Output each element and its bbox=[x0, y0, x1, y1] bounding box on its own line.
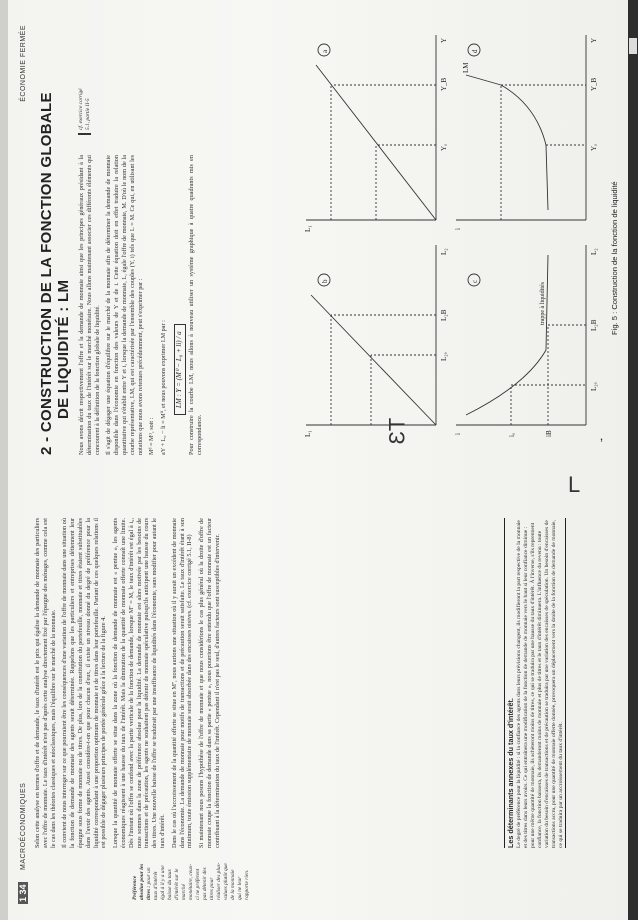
box-text: Le degré de préférence pour la liquidité : si la confiance des agents dans leurs prévisions changent, ils modifieront la part respective de la monnaie et des titres dans leurs avoirs. Ce qui entraînera une modification de la fonction de demande de monnaie vers le haut si leur confiance diminue : pour une même quantité de monnaie, ils achèteront moins de titres, ce qui se traduira par une hausse du taux d'intérêt. À l'inverse, s'ils reprennent confiance, la fonction baissera, ils demanderont moins de monnaie et plus de titres et le taux d'intérêt diminuera. L'influence du revenu : toute variation du besoin d'encaisses de transactions et de précaution se traduira par une variation des encaisses de spéculation. Un besoin d'encaisses de transactions accru, pour une quantité de monnaie offerte donnée, provoquera un déplacement vers la droite de la fonction de demande de monnaie, ce qui se traduira par un accroissement du taux d'intérêt. bbox=[516, 520, 564, 848]
lm-formula: LM : Y = (M⁰ − L₀ + li) / a bbox=[174, 324, 186, 415]
right-page bbox=[14, 15, 624, 455]
quadrant-tag: d bbox=[471, 49, 479, 53]
paragraph: Il convient de nous interroger sur ce que pourraient être les conséquences d'une variation de l'offre de monnaie dans une situation où la fonction de demande de monnaie des agents serait déterminée. Rappelons que les particuliers et entreprises détiennent leur épargne sous forme de monnaie ou de titres. De plus, lors de la constitution du portefeuille, monnaie et titres étaient substituables dans l'avoir des agents. Aussi considère-t-on que pour chacun d'eux, il existe un niveau donné du degré de préférence pour la liquidité correspondant à une proportion optimum de monnaie et de titres dans leur portefeuille. Partant de ces quelques relations il est possible de dégager plusieurs principes de portée générale grâce à la lecture de la figure 4. bbox=[61, 518, 108, 848]
right-body-text bbox=[78, 155, 207, 455]
margin-note bbox=[132, 862, 251, 900]
axis-label: L₁ bbox=[304, 430, 312, 437]
section-title bbox=[38, 15, 72, 455]
tick-label: Y_B bbox=[590, 77, 598, 91]
tick-label: L₂B bbox=[590, 319, 598, 331]
quadrant-d bbox=[456, 35, 586, 220]
exercise-reference: cf. exercice corrigé 5.1, partie II-5 bbox=[78, 82, 91, 135]
quadrant-tag: a bbox=[321, 49, 329, 53]
axis-label: i bbox=[454, 228, 462, 230]
liquidity-trap-label: trappe à liquidités bbox=[540, 282, 546, 325]
tick-label: Yₐ bbox=[440, 144, 448, 151]
axis-label: Y bbox=[440, 37, 448, 43]
handwritten-mark: L bbox=[568, 472, 581, 497]
quadrant-tag: c bbox=[471, 279, 479, 283]
scan-left-edge bbox=[0, 0, 8, 920]
axis-label: L₂ bbox=[440, 248, 448, 255]
quadrant-tag: b bbox=[321, 279, 329, 283]
paragraph: Selon cette analyse en termes d'offre et de demande, le taux d'intérêt est le prix qui égalise la demande de monnaie des particuliers avec l'offre de monnaie. Le taux d'intérêt n'est pas d'après cette analyse directement fixé par l'épargne des ménages, comme cela est le cas dans les théories classiques et néoclassiques, mais l'équilibre sur le marché de la monnaie. bbox=[34, 518, 57, 848]
scan-right-edge bbox=[628, 0, 638, 920]
paragraph: Dans le cas où l'accroissement de la quantité offerte se situe en M'', nous aurions une situation où il y aurait un excédent de monnaie dans l'économie. La demande de monnaie pour motifs de transactions et de précaution serait satisfaite. Le taux d'intérêt étant à son minimum, toute émission supplémentaire de monnaie serait absorbée dans des encaisses oisives. (cf. exercice corrigé 5.1, II-8) bbox=[170, 518, 194, 848]
section-title-line2: DE LIQUIDITÉ : LM bbox=[55, 279, 72, 419]
left-page bbox=[14, 480, 624, 910]
margin-note-text: pour un taux d'intérêt égal à il y a une baisse du taux d'intérêt sur le marché monétaire, ceux-ci ne préfèrent pas détenir des titres pour réaliser des plus-values plutôt que de la monnaie qui ne leur rapporte rien. bbox=[146, 862, 250, 900]
axis-label: L₂ bbox=[590, 248, 598, 255]
quadrant-b bbox=[306, 245, 436, 425]
page-tab bbox=[629, 38, 637, 54]
tick-label: Yₐ bbox=[590, 144, 598, 151]
section-title-line1: 2 - CONSTRUCTION DE LA FONCTION GLOBALE bbox=[38, 92, 55, 455]
tick-label: L₂B bbox=[440, 309, 448, 321]
paragraph: aY + L₀ − li = M⁰, et nous pouvons exprimer LM par : bbox=[160, 320, 168, 455]
axis-label: L₁ bbox=[304, 225, 312, 232]
paragraph: Si maintenant nous posons l'hypothèse de l'offre de monnaie et que nous considérions le cas plus général où la droite d'offre de monnaie coupe la fonction de demande dans sa partie « pentue », nous pourrions être entendu que l'offre de monnaie est un facteur contribuant à la détermination du taux de l'intérêt. Cependant il n'est pas le seul, d'autres facteurs sont susceptibles d'intervenir. bbox=[198, 518, 221, 848]
left-body-text bbox=[34, 518, 226, 848]
axis-label: Y bbox=[590, 37, 598, 43]
tick-label: L₂ₐ bbox=[440, 352, 448, 361]
quadrant-c bbox=[456, 245, 586, 425]
lm-construction-figure bbox=[296, 25, 606, 445]
paragraph: Mᵈ = Mᴼ, soit : bbox=[148, 417, 156, 455]
tick-label: L₂ₐ bbox=[590, 382, 598, 391]
book-spread bbox=[14, 10, 624, 910]
margin-note-term: Préférence absolue pour les titres : bbox=[132, 863, 152, 900]
figure-caption: Fig. 5 : Construction de la fonction de liquidité bbox=[610, 181, 619, 335]
tick-label: iₐ bbox=[508, 433, 516, 437]
quadrant-a bbox=[306, 35, 436, 220]
lm-curve-label: LM bbox=[462, 62, 470, 73]
left-running-head: MACROÉCONOMIQUES bbox=[20, 782, 27, 870]
paragraph: Nous avons décrit respectivement l'offre et la demande de monnaie ainsi que les principes généraux présidant à la détermination du taux de l'intérêt sur le marché monétaire. Nous allons maintenant associer ces différents éléments qui concourent à la définition de la fonction globale de liquidité. bbox=[78, 155, 101, 455]
determinants-box bbox=[504, 518, 566, 848]
tick-label: Y_B bbox=[440, 77, 448, 91]
tick-label: iB bbox=[545, 430, 553, 437]
axis-label: i bbox=[454, 433, 462, 435]
paragraph: Lorsque la quantité de monnaie offerte se situe dans la zone où la fonction de demande de monnaie est « pentue », les agents économiques réagissent à une hausse du taux de l'intérêt. Mais la diminution de la quantité de monnaie offerte connaît une limite. Dès l'instant où l'offre se confond avec la partie verticale de la fonction de demande, lorsque M'' = M, le taux d'intérêt est égal à i₀, nous sommes dans la zone de préférence absolue pour la liquidité. La demande de monnaie est alors motivée par les besoins de transactions et de précaution, les agents ne souhaitent pas détenir de monnaie spéculative puisqu'ils anticipent une hausse du cours des titres. Une nouvelle baisse de l'offre se traduirait par une insuffisance de liquidités dans l'économie, sans modifier pour autant le taux d'intérêt. bbox=[112, 518, 166, 848]
paragraph: Pour construire la courbe LM, nous allons à nouveau utiliser un système graphique à quatre quadrants mis en correspondance. bbox=[187, 155, 203, 455]
handwritten-mark: ƐT bbox=[384, 417, 410, 445]
handwritten-mark: ʼ bbox=[600, 436, 604, 452]
left-page-number: 1 34 bbox=[18, 884, 28, 902]
right-running-head: ÉCONOMIE FERMÉE bbox=[20, 25, 27, 102]
box-heading: Les déterminants annexes du taux d'intérêt. bbox=[506, 698, 515, 848]
paragraph: Il s'agit de dégager une équation d'équilibre sur le marché de la monnaie afin de déterminer la demande de monnaie disponible dans l'économie en fonction des valeurs de Y et de i. Cette équation doit en effet traduire la relation quantitative qui s'établit entre Y et i, lorsque la demande de monnaie, L, égale l'offre de monnaie, M. D'où le nom de la courbe représentative, LM, qui est caractérisée par l'ensemble des couples (Y, i) tels que L = M. Ce qui, en utilisant les notations que nous avons retenues précédemment, peut s'exprimer par : bbox=[105, 155, 144, 455]
